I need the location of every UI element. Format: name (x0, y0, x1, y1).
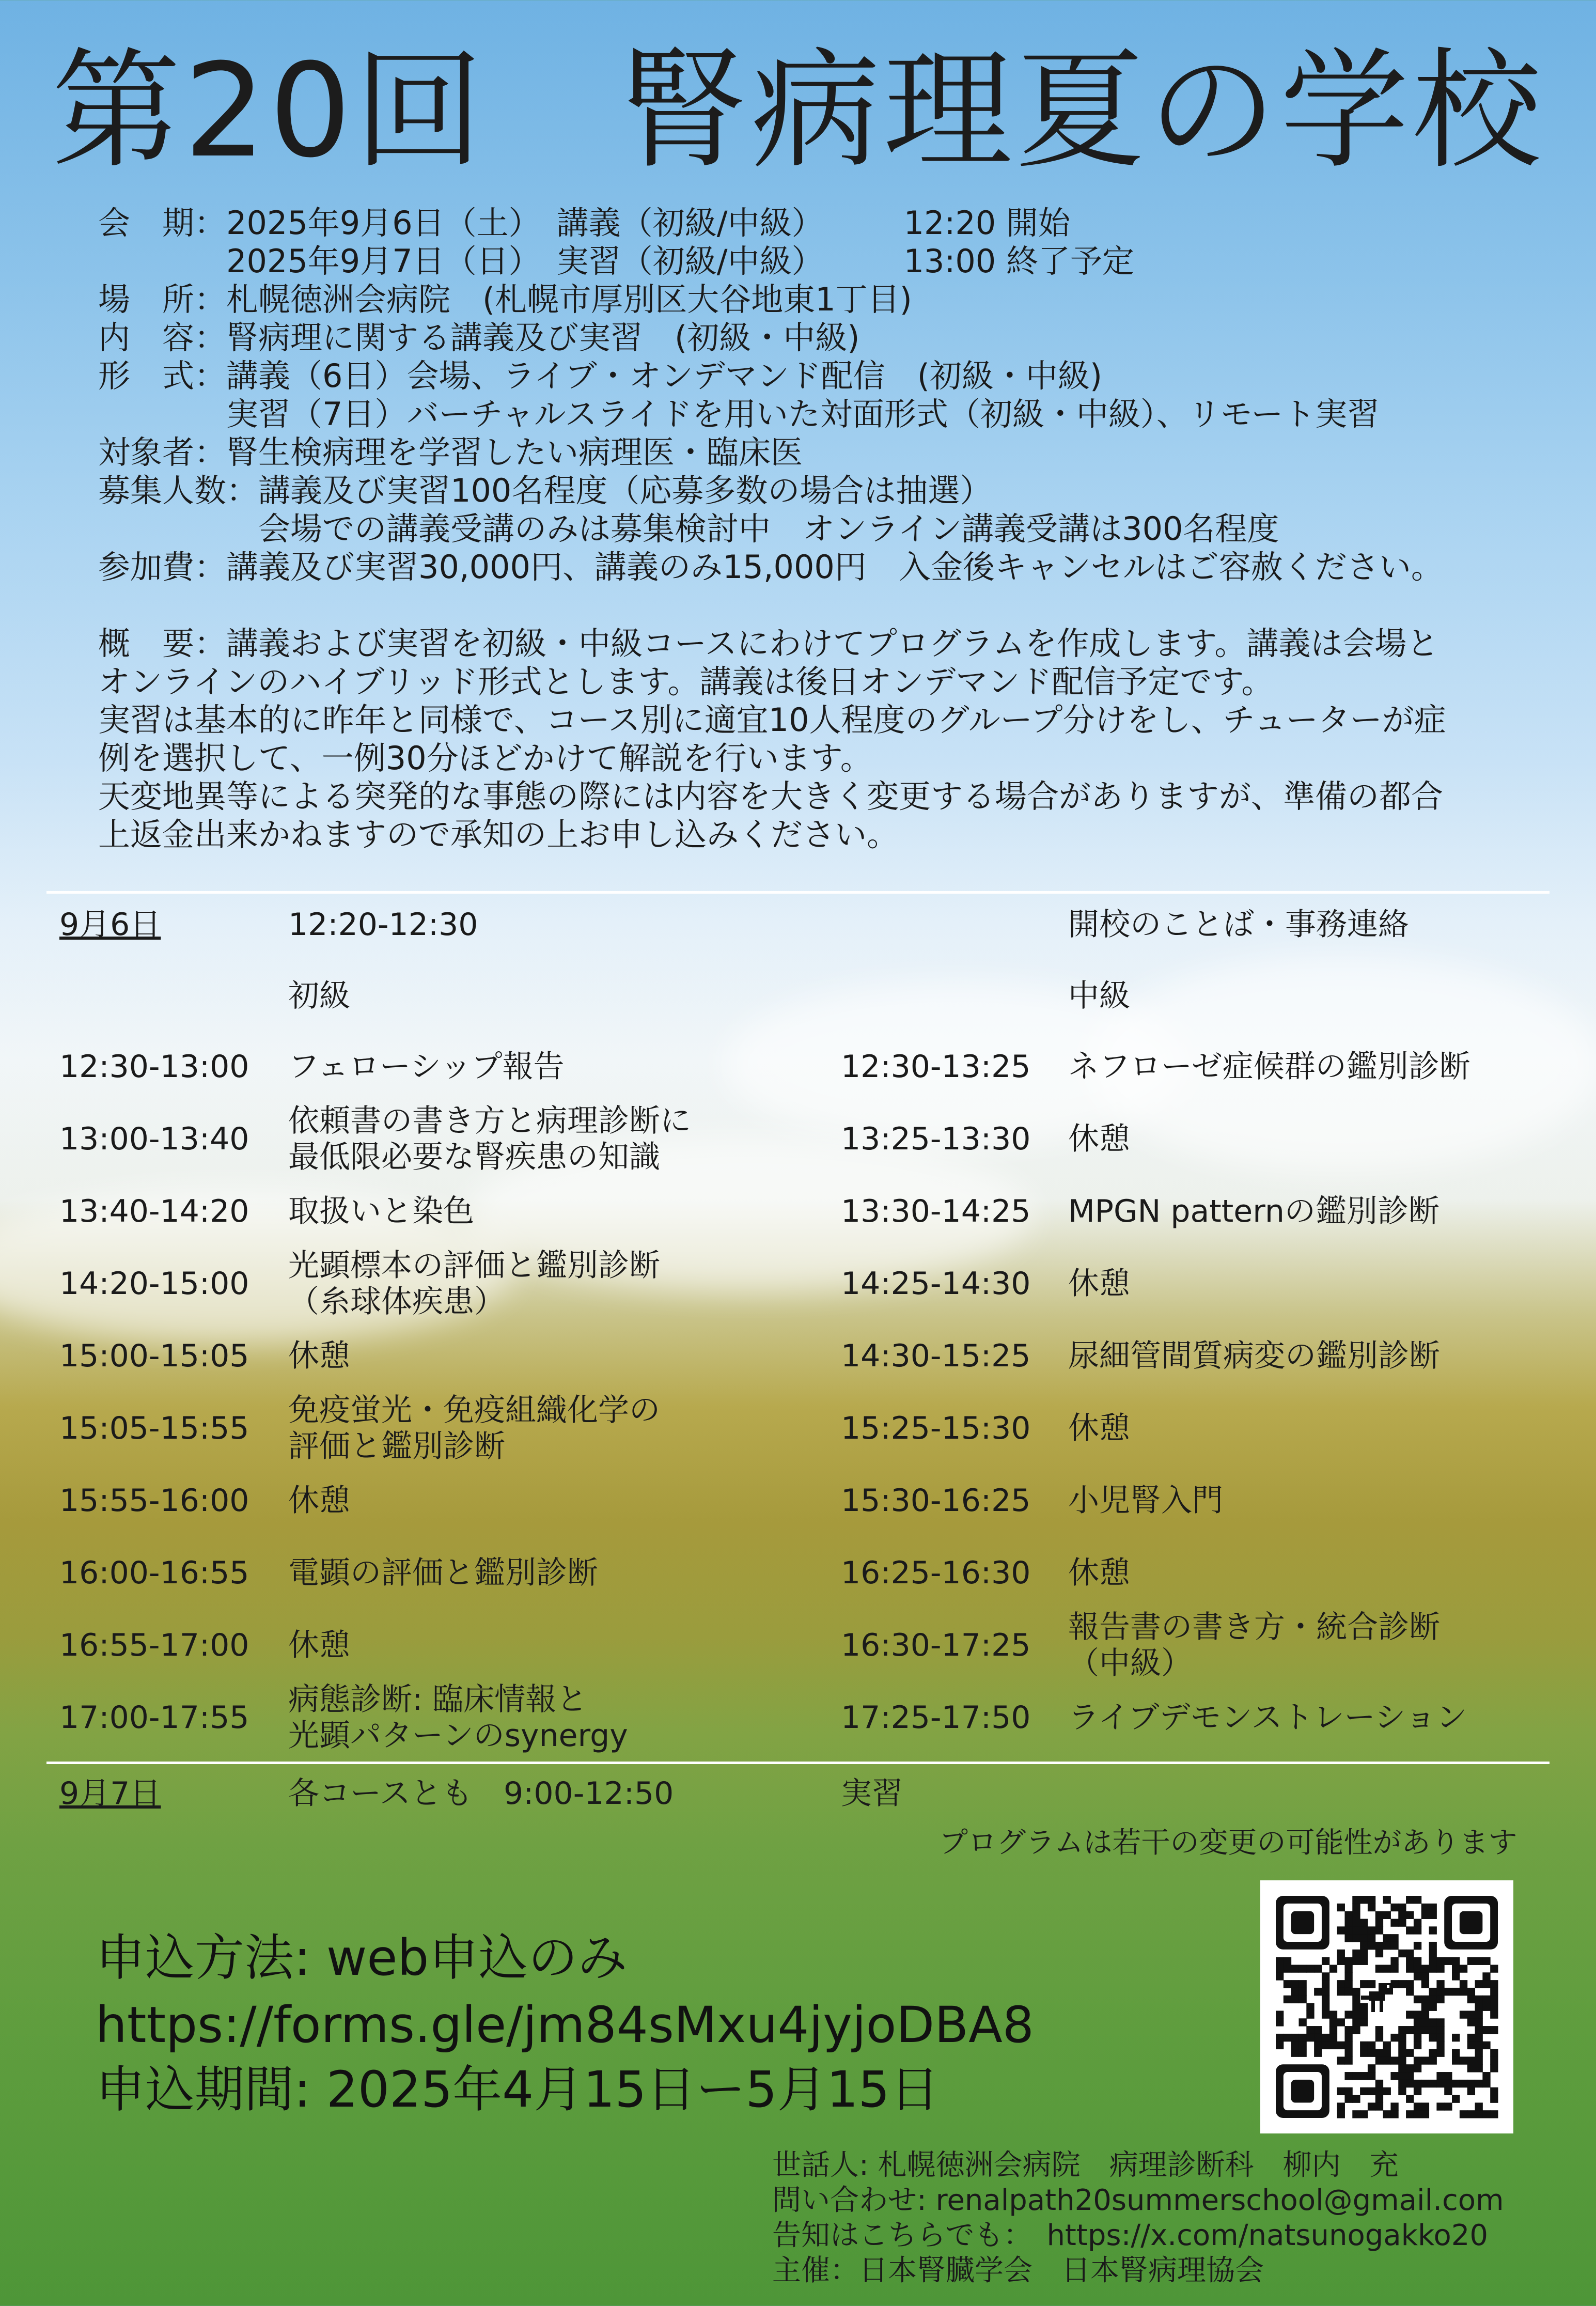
beginner-session-line: 評価と鑑別診断 (288, 1428, 505, 1464)
intermediate-session (1068, 1049, 1470, 1085)
divider (46, 891, 1550, 894)
apply-url[interactable]: https://forms.gle/jm84sMxu4jyjoDBA8 (96, 1996, 1034, 2054)
day2-time: 各コースとも 9:00-12:50 (288, 1775, 674, 1812)
qr-code-image (1260, 1880, 1513, 2133)
intermediate-time: 13:30-14:25 (841, 1193, 1031, 1229)
info-line: 形 式：講義（6日）会場、ライブ・オンデマンド配信 (初級・中級) (98, 357, 1103, 395)
footer-sponsor: 主催：日本腎臓学会 日本腎病理協会 (772, 2254, 1264, 2287)
beginner-session (288, 1555, 598, 1591)
beginner-time: 16:55-17:00 (59, 1627, 249, 1663)
intermediate-session-line: 休憩 (1068, 1266, 1130, 1302)
info-line: 例を選択して、一例30分ほどかけて解説を行います。 (98, 739, 872, 777)
info-line: 上返金出来かねますので承知の上お申し込みください。 (98, 816, 899, 853)
beginner-session-line: （糸球体疾患） (288, 1284, 505, 1320)
beginner-session-line: 光顕パターンのsynergy (288, 1718, 628, 1754)
footer-organizer: 世話人: 札幌徳洲会病院 病理診断科 柳内 充 (772, 2148, 1399, 2182)
beginner-time: 15:00-15:05 (59, 1338, 249, 1374)
beginner-session-line: 電顕の評価と鑑別診断 (288, 1555, 598, 1591)
intermediate-session (1068, 1555, 1130, 1591)
day1-opening-time: 12:20-12:30 (288, 907, 478, 943)
intermediate-session-line: 尿細管間質病変の鑑別診断 (1068, 1338, 1440, 1374)
intermediate-session (1068, 1410, 1130, 1446)
intermediate-time: 16:30-17:25 (841, 1627, 1031, 1663)
beginner-session (288, 1049, 565, 1085)
qr-code[interactable] (1260, 1880, 1513, 2133)
intermediate-time: 17:25-17:50 (841, 1700, 1031, 1736)
day2-label: 実習 (841, 1775, 903, 1812)
intermediate-session (1068, 1338, 1440, 1374)
intermediate-session (1068, 1121, 1130, 1157)
intermediate-time: 14:30-15:25 (841, 1338, 1031, 1374)
intermediate-session-line: ネフローゼ症候群の鑑別診断 (1068, 1049, 1470, 1085)
beginner-session (288, 1103, 691, 1175)
beginner-time: 16:00-16:55 (59, 1555, 249, 1591)
intermediate-time: 14:25-14:30 (841, 1266, 1031, 1302)
beginner-session-line: 最低限必要な腎疾患の知識 (288, 1139, 660, 1175)
info-line: 実習は基本的に昨年と同様で、コース別に適宜10人程度のグループ分けをし、チューターが症 (98, 701, 1446, 739)
beginner-session (288, 1627, 350, 1663)
intermediate-session-line: （中級） (1068, 1645, 1192, 1681)
info-line: 場 所：札幌徳洲会病院 (札幌市厚別区大谷地東1丁目) (98, 281, 912, 318)
intermediate-session-line: 休憩 (1068, 1121, 1130, 1157)
page-title: 第20回 腎病理夏の学校 (51, 36, 1545, 186)
intermediate-session-line: 休憩 (1068, 1410, 1130, 1446)
beginner-time: 13:40-14:20 (59, 1193, 249, 1229)
intermediate-time: 15:25-15:30 (841, 1410, 1031, 1446)
beginner-time: 15:05-15:55 (59, 1410, 249, 1446)
day2-date: 9月7日 (59, 1775, 161, 1812)
intermediate-session-line: MPGN patternの鑑別診断 (1068, 1193, 1439, 1229)
program-note: プログラムは若干の変更の可能性があります (939, 1826, 1517, 1860)
beginner-session-line: 休憩 (288, 1627, 350, 1663)
beginner-session (288, 1483, 350, 1519)
info-line: 内 容：腎病理に関する講義及び実習 (初級・中級) (98, 319, 860, 356)
intermediate-time: 12:30-13:25 (841, 1049, 1031, 1085)
beginner-session (288, 1392, 660, 1464)
beginner-session-line: 病態診断: 臨床情報と (288, 1681, 588, 1718)
beginner-time: 15:55-16:00 (59, 1483, 249, 1519)
beginner-header: 初級 (288, 978, 350, 1014)
intermediate-session (1068, 1700, 1467, 1736)
divider (46, 1762, 1550, 1764)
info-block (98, 204, 1446, 854)
intermediate-session (1068, 1483, 1223, 1519)
intermediate-session-line: ライブデモンストレーション (1068, 1700, 1467, 1736)
beginner-time: 17:00-17:55 (59, 1700, 249, 1736)
beginner-session (288, 1338, 350, 1374)
info-line: 会場での講義受講のみは募集検討中 オンライン講義受講は300名程度 (98, 510, 1279, 548)
day1-opening-label: 開校のことば・事務連絡 (1068, 907, 1409, 943)
beginner-session (288, 1248, 660, 1320)
intermediate-session (1068, 1193, 1439, 1229)
apply-method: 申込方法: web申込のみ (96, 1929, 628, 1987)
beginner-session-line: 休憩 (288, 1338, 350, 1374)
beginner-session-line: 取扱いと染色 (288, 1193, 474, 1229)
intermediate-session (1068, 1266, 1130, 1302)
footer-announce[interactable]: 告知はこちらでも： https://x.com/natsunogakko20 (772, 2219, 1489, 2252)
beginner-time: 13:00-13:40 (59, 1121, 249, 1157)
beginner-session-line: 依頼書の書き方と病理診断に (288, 1103, 691, 1139)
intermediate-time: 13:25-13:30 (841, 1121, 1031, 1157)
footer (772, 2148, 1504, 2288)
info-line: オンラインのハイブリッド形式とします。講義は後日オンデマンド配信予定です。 (98, 663, 1274, 700)
beginner-session (288, 1681, 628, 1754)
intermediate-session (1068, 1609, 1440, 1681)
beginner-time: 14:20-15:00 (59, 1266, 249, 1302)
info-line: 実習（7日）バーチャルスライドを用いた対面形式（初級・中級）、リモート実習 (98, 395, 1380, 433)
beginner-time: 12:30-13:00 (59, 1049, 249, 1085)
intermediate-session-line: 小児腎入門 (1068, 1483, 1223, 1519)
spacer (98, 586, 1446, 625)
info-line: 会 期：2025年9月6日（土） 講義（初級/中級） 12:20 開始 (98, 204, 1070, 242)
intermediate-time: 16:25-16:30 (841, 1555, 1031, 1591)
intermediate-session-line: 休憩 (1068, 1555, 1130, 1591)
info-line: 参加費：講義及び実習30,000円、講義のみ15,000円 入金後キャンセルはご容赦ください。 (98, 548, 1443, 586)
info-line: 対象者：腎生検病理を学習したい病理医・臨床医 (98, 433, 803, 471)
intermediate-session-line: 報告書の書き方・統合診断 (1068, 1609, 1440, 1645)
info-line: 天変地異等による突発的な事態の際には内容を大きく変更する場合がありますが、準備の都合 (98, 777, 1444, 815)
beginner-session (288, 1193, 474, 1229)
apply-period: 申込期間: 2025年4月15日ー5月15日 (96, 2061, 940, 2118)
intermediate-time: 15:30-16:25 (841, 1483, 1031, 1519)
info-line: 募集人数：講義及び実習100名程度（応募多数の場合は抽選） (98, 472, 992, 509)
beginner-session-line: フェローシップ報告 (288, 1049, 565, 1085)
footer-contact[interactable]: 問い合わせ: renalpath20summerschool@gmail.com (772, 2184, 1504, 2217)
day1-date: 9月6日 (59, 907, 161, 943)
info-line: 概 要：講義および実習を初級・中級コースにわけてプログラムを作成します。講義は会場と (98, 625, 1439, 662)
beginner-session-line: 免疫蛍光・免疫組織化学の (288, 1392, 660, 1428)
beginner-session-line: 光顕標本の評価と鑑別診断 (288, 1248, 660, 1284)
intermediate-header: 中級 (1068, 978, 1130, 1014)
info-line: 2025年9月7日（日） 実習（初級/中級） 13:00 終了予定 (98, 242, 1134, 280)
beginner-session-line: 休憩 (288, 1483, 350, 1519)
